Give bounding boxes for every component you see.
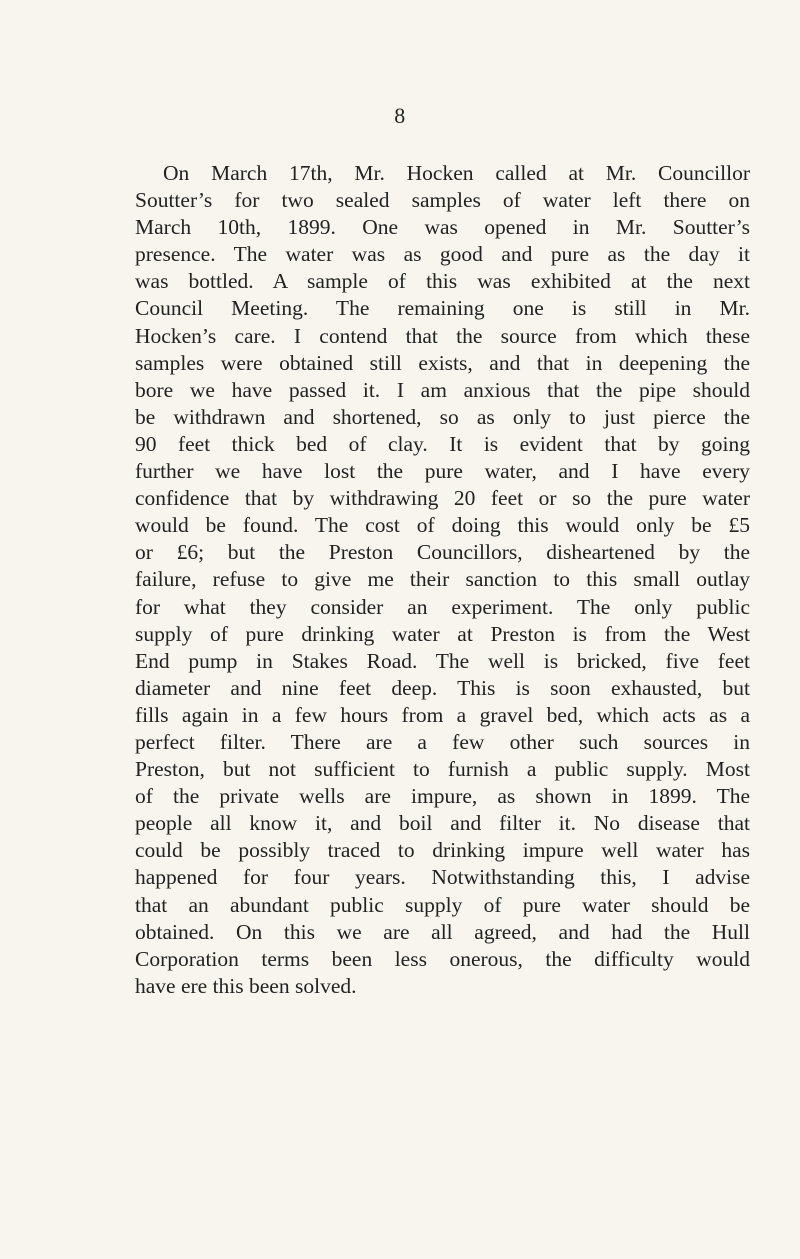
- text-line: March 10th, 1899. One was opened in Mr. Soutter’s: [135, 215, 750, 240]
- text-line: On March 17th, Mr. Hocken called at Mr. Councillor: [163, 161, 750, 185]
- text-line: Preston, but not sufficient to furnish a public supply. Most: [135, 757, 750, 782]
- text-line: Hocken’s care. I contend that the source from which these: [135, 323, 750, 348]
- text-line: obtained. On this we are all agreed, and had the Hull: [135, 919, 750, 944]
- text-line: confidence that by withdrawing 20 feet or so the pure water: [135, 486, 750, 511]
- text-line: was bottled. A sample of this was exhibited at the next: [135, 269, 750, 294]
- text-line: presence. The water was as good and pure as the day it: [135, 242, 750, 267]
- text-line: Soutter’s for two sealed samples of water left there on: [135, 188, 750, 213]
- text-line: perfect filter. There are a few other such sources in: [135, 729, 750, 754]
- text-line: people all know it, and boil and filter it. No disease that: [135, 811, 750, 836]
- text-line: be withdrawn and shortened, so as only to just pierce the: [135, 404, 750, 429]
- body-paragraph: [135, 160, 750, 1000]
- text-line: that an abundant public supply of pure water should be: [135, 892, 750, 917]
- text-line: have ere this been solved.: [135, 973, 357, 998]
- text-line: of the private wells are impure, as shown in 1899. The: [135, 784, 750, 809]
- text-line: bore we have passed it. I am anxious that the pipe should: [135, 377, 750, 402]
- text-line: for what they consider an experiment. The only public: [135, 594, 750, 619]
- text-line: samples were obtained still exists, and that in deepening the: [135, 350, 750, 375]
- text-line: could be possibly traced to drinking impure well water has: [135, 838, 750, 863]
- text-line: Corporation terms been less onerous, the difficulty would: [135, 946, 750, 971]
- page-number: 8: [394, 103, 406, 128]
- text-line: failure, refuse to give me their sanction to this small outlay: [135, 567, 750, 592]
- text-line: diameter and nine feet deep. This is soon exhausted, but: [135, 675, 750, 700]
- text-line: supply of pure drinking water at Preston is from the West: [135, 621, 750, 646]
- text-line: End pump in Stakes Road. The well is bricked, five feet: [135, 648, 750, 673]
- text-line: would be found. The cost of doing this would only be £5: [135, 513, 750, 538]
- text-line: fills again in a few hours from a gravel bed, which acts as a: [135, 702, 750, 727]
- text-line: further we have lost the pure water, and I have every: [135, 459, 750, 484]
- text-line: happened for four years. Notwithstanding this, I advise: [135, 865, 750, 890]
- text-line: Council Meeting. The remaining one is still in Mr.: [135, 296, 750, 321]
- text-line: 90 feet thick bed of clay. It is evident that by going: [135, 431, 750, 456]
- text-line: or £6; but the Preston Councillors, disheartened by the: [135, 540, 750, 565]
